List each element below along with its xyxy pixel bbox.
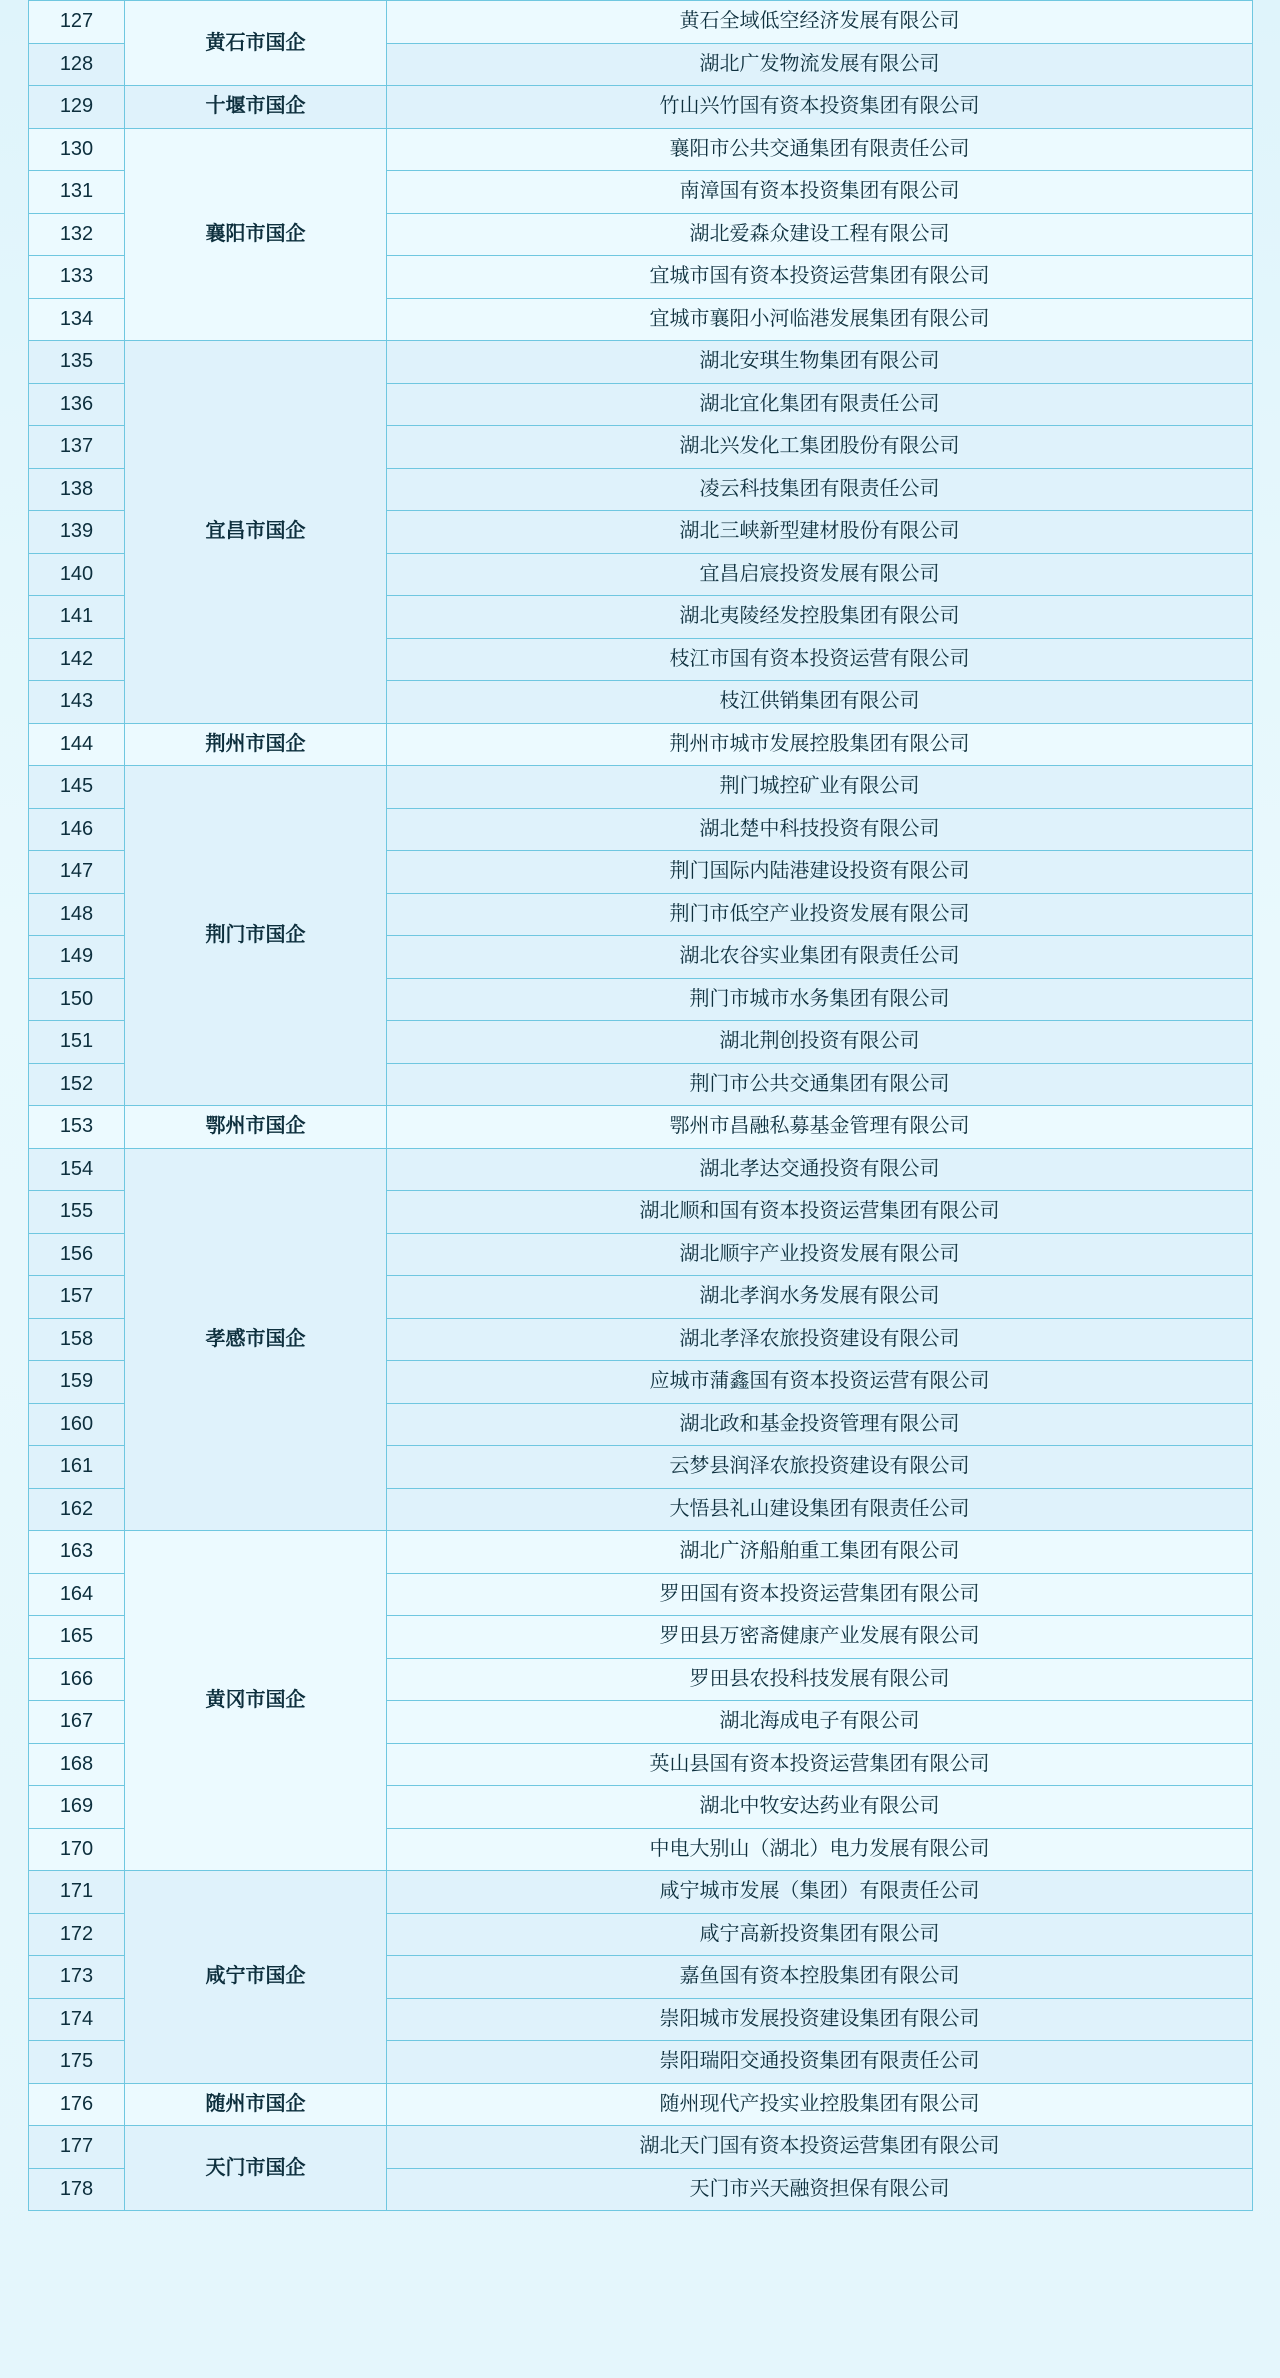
row-index-cell: 131 xyxy=(29,171,125,214)
enterprise-name-cell: 湖北政和基金投资管理有限公司 xyxy=(387,1403,1253,1446)
enterprise-name-cell: 湖北孝达交通投资有限公司 xyxy=(387,1148,1253,1191)
table-row xyxy=(29,766,1253,809)
enterprise-name-cell: 随州现代产投实业控股集团有限公司 xyxy=(387,2083,1253,2126)
row-index-cell: 167 xyxy=(29,1701,125,1744)
row-index-cell: 172 xyxy=(29,1913,125,1956)
enterprise-name-cell: 咸宁高新投资集团有限公司 xyxy=(387,1913,1253,1956)
enterprise-name-cell: 荆门市低空产业投资发展有限公司 xyxy=(387,893,1253,936)
enterprise-name-cell: 宜昌启宸投资发展有限公司 xyxy=(387,553,1253,596)
enterprise-name-cell: 嘉鱼国有资本控股集团有限公司 xyxy=(387,1956,1253,1999)
enterprise-name-cell: 荆州市城市发展控股集团有限公司 xyxy=(387,723,1253,766)
enterprise-name-cell: 英山县国有资本投资运营集团有限公司 xyxy=(387,1743,1253,1786)
row-index-cell: 139 xyxy=(29,511,125,554)
row-index-cell: 128 xyxy=(29,43,125,86)
table-row xyxy=(29,128,1253,171)
table-row xyxy=(29,2083,1253,2126)
enterprise-name-cell: 湖北夷陵经发控股集团有限公司 xyxy=(387,596,1253,639)
enterprise-name-cell: 湖北中牧安达药业有限公司 xyxy=(387,1786,1253,1829)
row-index-cell: 156 xyxy=(29,1233,125,1276)
enterprise-name-cell: 枝江市国有资本投资运营有限公司 xyxy=(387,638,1253,681)
table-row xyxy=(29,1,1253,44)
enterprise-name-cell: 湖北海成电子有限公司 xyxy=(387,1701,1253,1744)
table-body xyxy=(29,1,1253,2211)
row-index-cell: 155 xyxy=(29,1191,125,1234)
row-index-cell: 165 xyxy=(29,1616,125,1659)
row-index-cell: 157 xyxy=(29,1276,125,1319)
row-index-cell: 175 xyxy=(29,2041,125,2084)
enterprise-name-cell: 中电大别山（湖北）电力发展有限公司 xyxy=(387,1828,1253,1871)
enterprise-name-cell: 湖北三峡新型建材股份有限公司 xyxy=(387,511,1253,554)
enterprise-name-cell: 湖北顺和国有资本投资运营集团有限公司 xyxy=(387,1191,1253,1234)
group-category-cell: 襄阳市国企 xyxy=(125,128,387,341)
row-index-cell: 134 xyxy=(29,298,125,341)
enterprise-name-cell: 崇阳城市发展投资建设集团有限公司 xyxy=(387,1998,1253,2041)
enterprise-name-cell: 荆门国际内陆港建设投资有限公司 xyxy=(387,851,1253,894)
row-index-cell: 138 xyxy=(29,468,125,511)
row-index-cell: 135 xyxy=(29,341,125,384)
row-index-cell: 150 xyxy=(29,978,125,1021)
row-index-cell: 141 xyxy=(29,596,125,639)
enterprise-name-cell: 竹山兴竹国有资本投资集团有限公司 xyxy=(387,86,1253,129)
table-row xyxy=(29,341,1253,384)
enterprise-name-cell: 湖北荆创投资有限公司 xyxy=(387,1021,1253,1064)
enterprise-name-cell: 凌云科技集团有限责任公司 xyxy=(387,468,1253,511)
row-index-cell: 137 xyxy=(29,426,125,469)
enterprise-name-cell: 黄石全域低空经济发展有限公司 xyxy=(387,1,1253,44)
row-index-cell: 170 xyxy=(29,1828,125,1871)
row-index-cell: 140 xyxy=(29,553,125,596)
enterprise-name-cell: 南漳国有资本投资集团有限公司 xyxy=(387,171,1253,214)
row-index-cell: 160 xyxy=(29,1403,125,1446)
group-category-cell: 鄂州市国企 xyxy=(125,1106,387,1149)
enterprise-name-cell: 荆门市公共交通集团有限公司 xyxy=(387,1063,1253,1106)
group-category-cell: 宜昌市国企 xyxy=(125,341,387,724)
enterprise-name-cell: 天门市兴天融资担保有限公司 xyxy=(387,2168,1253,2211)
enterprise-name-cell: 鄂州市昌融私募基金管理有限公司 xyxy=(387,1106,1253,1149)
row-index-cell: 136 xyxy=(29,383,125,426)
table-row xyxy=(29,1871,1253,1914)
row-index-cell: 158 xyxy=(29,1318,125,1361)
enterprise-name-cell: 宜城市国有资本投资运营集团有限公司 xyxy=(387,256,1253,299)
row-index-cell: 159 xyxy=(29,1361,125,1404)
enterprise-name-cell: 湖北孝泽农旅投资建设有限公司 xyxy=(387,1318,1253,1361)
row-index-cell: 145 xyxy=(29,766,125,809)
enterprise-name-cell: 罗田县万密斋健康产业发展有限公司 xyxy=(387,1616,1253,1659)
table-row xyxy=(29,1106,1253,1149)
enterprise-name-cell: 应城市蒲鑫国有资本投资运营有限公司 xyxy=(387,1361,1253,1404)
row-index-cell: 152 xyxy=(29,1063,125,1106)
enterprise-name-cell: 罗田国有资本投资运营集团有限公司 xyxy=(387,1573,1253,1616)
enterprise-name-cell: 湖北宜化集团有限责任公司 xyxy=(387,383,1253,426)
row-index-cell: 177 xyxy=(29,2126,125,2169)
group-category-cell: 十堰市国企 xyxy=(125,86,387,129)
row-index-cell: 133 xyxy=(29,256,125,299)
row-index-cell: 148 xyxy=(29,893,125,936)
enterprise-name-cell: 枝江供销集团有限公司 xyxy=(387,681,1253,724)
row-index-cell: 169 xyxy=(29,1786,125,1829)
row-index-cell: 142 xyxy=(29,638,125,681)
enterprise-name-cell: 湖北兴发化工集团股份有限公司 xyxy=(387,426,1253,469)
row-index-cell: 153 xyxy=(29,1106,125,1149)
row-index-cell: 144 xyxy=(29,723,125,766)
enterprise-name-cell: 荆门市城市水务集团有限公司 xyxy=(387,978,1253,1021)
row-index-cell: 151 xyxy=(29,1021,125,1064)
group-category-cell: 孝感市国企 xyxy=(125,1148,387,1531)
row-index-cell: 143 xyxy=(29,681,125,724)
row-index-cell: 174 xyxy=(29,1998,125,2041)
enterprise-name-cell: 咸宁城市发展（集团）有限责任公司 xyxy=(387,1871,1253,1914)
row-index-cell: 163 xyxy=(29,1531,125,1574)
enterprise-name-cell: 湖北顺宇产业投资发展有限公司 xyxy=(387,1233,1253,1276)
group-category-cell: 荆州市国企 xyxy=(125,723,387,766)
row-index-cell: 161 xyxy=(29,1446,125,1489)
enterprise-name-cell: 襄阳市公共交通集团有限责任公司 xyxy=(387,128,1253,171)
enterprise-name-cell: 大悟县礼山建设集团有限责任公司 xyxy=(387,1488,1253,1531)
row-index-cell: 168 xyxy=(29,1743,125,1786)
enterprise-name-cell: 湖北安琪生物集团有限公司 xyxy=(387,341,1253,384)
row-index-cell: 178 xyxy=(29,2168,125,2211)
group-category-cell: 荆门市国企 xyxy=(125,766,387,1106)
group-category-cell: 黄石市国企 xyxy=(125,1,387,86)
row-index-cell: 154 xyxy=(29,1148,125,1191)
enterprise-name-cell: 湖北爱森众建设工程有限公司 xyxy=(387,213,1253,256)
group-category-cell: 黄冈市国企 xyxy=(125,1531,387,1871)
row-index-cell: 164 xyxy=(29,1573,125,1616)
table-row xyxy=(29,1531,1253,1574)
table-row xyxy=(29,1148,1253,1191)
enterprise-name-cell: 湖北广发物流发展有限公司 xyxy=(387,43,1253,86)
enterprise-name-cell: 云梦县润泽农旅投资建设有限公司 xyxy=(387,1446,1253,1489)
row-index-cell: 171 xyxy=(29,1871,125,1914)
row-index-cell: 147 xyxy=(29,851,125,894)
table-row xyxy=(29,2126,1253,2169)
enterprise-name-cell: 湖北天门国有资本投资运营集团有限公司 xyxy=(387,2126,1253,2169)
enterprise-name-cell: 湖北孝润水务发展有限公司 xyxy=(387,1276,1253,1319)
row-index-cell: 127 xyxy=(29,1,125,44)
row-index-cell: 166 xyxy=(29,1658,125,1701)
row-index-cell: 146 xyxy=(29,808,125,851)
row-index-cell: 129 xyxy=(29,86,125,129)
group-category-cell: 天门市国企 xyxy=(125,2126,387,2211)
group-category-cell: 咸宁市国企 xyxy=(125,1871,387,2084)
enterprise-name-cell: 湖北广济船舶重工集团有限公司 xyxy=(387,1531,1253,1574)
enterprise-name-cell: 荆门城控矿业有限公司 xyxy=(387,766,1253,809)
enterprise-name-cell: 崇阳瑞阳交通投资集团有限责任公司 xyxy=(387,2041,1253,2084)
enterprise-name-cell: 湖北农谷实业集团有限责任公司 xyxy=(387,936,1253,979)
row-index-cell: 130 xyxy=(29,128,125,171)
table-row xyxy=(29,723,1253,766)
row-index-cell: 173 xyxy=(29,1956,125,1999)
enterprise-name-cell: 罗田县农投科技发展有限公司 xyxy=(387,1658,1253,1701)
row-index-cell: 149 xyxy=(29,936,125,979)
row-index-cell: 176 xyxy=(29,2083,125,2126)
row-index-cell: 162 xyxy=(29,1488,125,1531)
enterprise-name-cell: 宜城市襄阳小河临港发展集团有限公司 xyxy=(387,298,1253,341)
state-owned-enterprise-table xyxy=(28,0,1253,2211)
row-index-cell: 132 xyxy=(29,213,125,256)
table-row xyxy=(29,86,1253,129)
enterprise-name-cell: 湖北楚中科技投资有限公司 xyxy=(387,808,1253,851)
group-category-cell: 随州市国企 xyxy=(125,2083,387,2126)
